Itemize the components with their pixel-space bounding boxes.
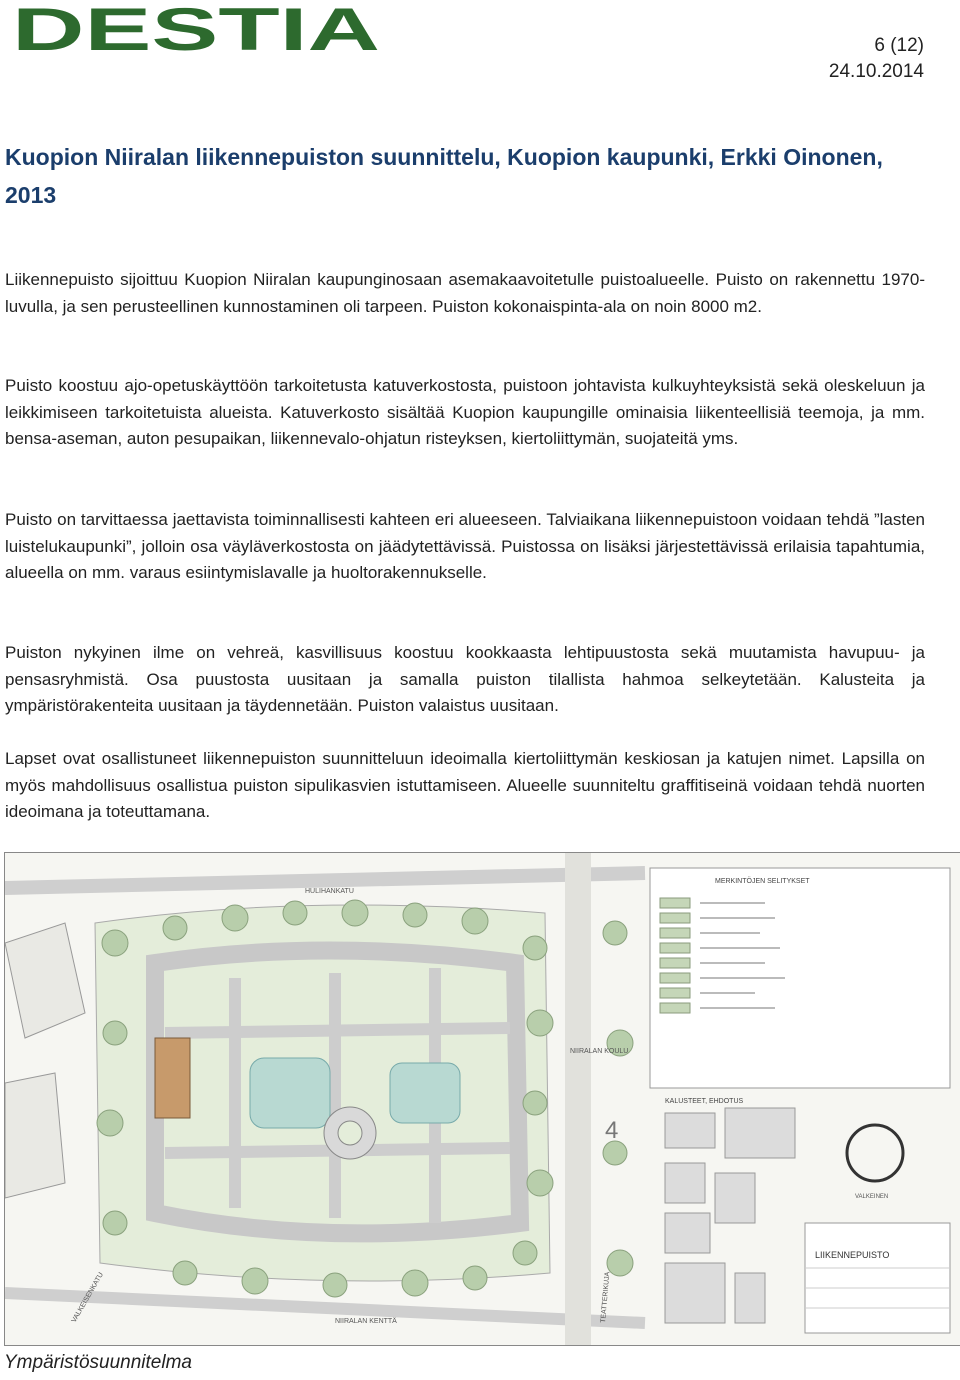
destia-logo — [12, 4, 382, 54]
field-label: NIIRALAN KENTTÄ — [335, 1318, 397, 1325]
street-label: TEATTERIKUJA — [600, 1271, 612, 1324]
page-date: 24.10.2014 — [828, 61, 924, 82]
page-info — [829, 33, 924, 85]
paragraph: Liikennepuisto sijoittuu Kuopion Niiralan kaupunginosaan asemakaavoitetulle puistoalueelle. Puisto on rakennettu 1970- luvulla, ja sen perusteellinen kunnostaminen oli tarpeen. Puiston kokonaispinta-ala on noin 8000 m2. — [5, 270, 925, 316]
paragraph: Lapset ovat osallistuneet liikennepuiston suunnitteluun ideoimalla kiertoliittymän keskiosan ja katujen nimet. Lapsilla on myös mahdollisuus osallistua puiston sipulikasvien istuttamiseen. Alueelle suunniteltu graffitiseinä voidaan tehdä nuorten ideoimana ja toteuttamana. — [5, 749, 925, 821]
furniture-title: KALUSTEET, EHDOTUS — [665, 1098, 744, 1105]
environment-plan-figure — [4, 852, 960, 1346]
school-label: NIIRALAN KOULU — [570, 1048, 629, 1055]
document-title: Kuopion Niiralan liikennepuiston suunnittelu, Kuopion kaupunki, Erkki Oinonen, 2013 — [5, 144, 883, 208]
legend-panel — [650, 868, 950, 1088]
play-area — [390, 1063, 460, 1123]
page-number: 6 (12) — [874, 35, 924, 56]
play-area — [250, 1058, 330, 1128]
paragraph: Puiston nykyinen ilme on vehreä, kasvillisuus koostuu kookkaasta lehtipuustosta sekä muutamista havupuu- ja pensasryhmistä. Osa puustosta uusitaan ja samalla puiston tilallista hahmoa selkeytetään. Kalusteita ja ympäristörakenteita uusitaan ja täydennetään. Puiston valaistus uusitaan. — [5, 643, 925, 715]
paragraph: Puisto on tarvittaessa jaettavista toiminnallisesti kahteen eri alueeseen. Talviaikana liikennepuistoon voidaan tehdä ”lasten luistelukaupunki”, jolloin osa väyläverkostosta on jäädytettävissä. Puistossa on lisäksi järjestettävissä erilaisia tapahtumia, alueella on mm. varaus esiintymislavalle ja huoltorakennukselle. — [5, 510, 925, 582]
area-number: 4 — [605, 1117, 619, 1144]
legend-title: MERKINTÖJEN SELITYKSET — [715, 878, 810, 885]
logo-text: DESTIA — [12, 4, 380, 54]
street-label: HULIHANKATU — [305, 888, 354, 895]
service-building — [155, 1038, 190, 1118]
svg-text:VALKEINEN: VALKEINEN — [855, 1194, 889, 1200]
street-label: VALKEISENKATU — [70, 1271, 106, 1324]
figure-caption: Ympäristösuunnitelma — [4, 1352, 192, 1373]
title-block — [805, 1223, 950, 1333]
paragraph: Puisto koostuu ajo-opetuskäyttöön tarkoitetusta katuverkostosta, puistoon johtavista kulkuyhteyksistä sekä oleskeluun ja leikkimiseen tarkoitetuista alueista. Katuverkosto sisältää Kuopion kaupungille ominaisia liikenteellisiä teemoja, ja mm. bensa-aseman, auton pesupaikan, liikennevalo-ohjatun risteyksen, kiertoliittymän, suojateitä yms. — [5, 376, 925, 448]
title-block-name: LIIKENNEPUISTO — [815, 1250, 890, 1260]
